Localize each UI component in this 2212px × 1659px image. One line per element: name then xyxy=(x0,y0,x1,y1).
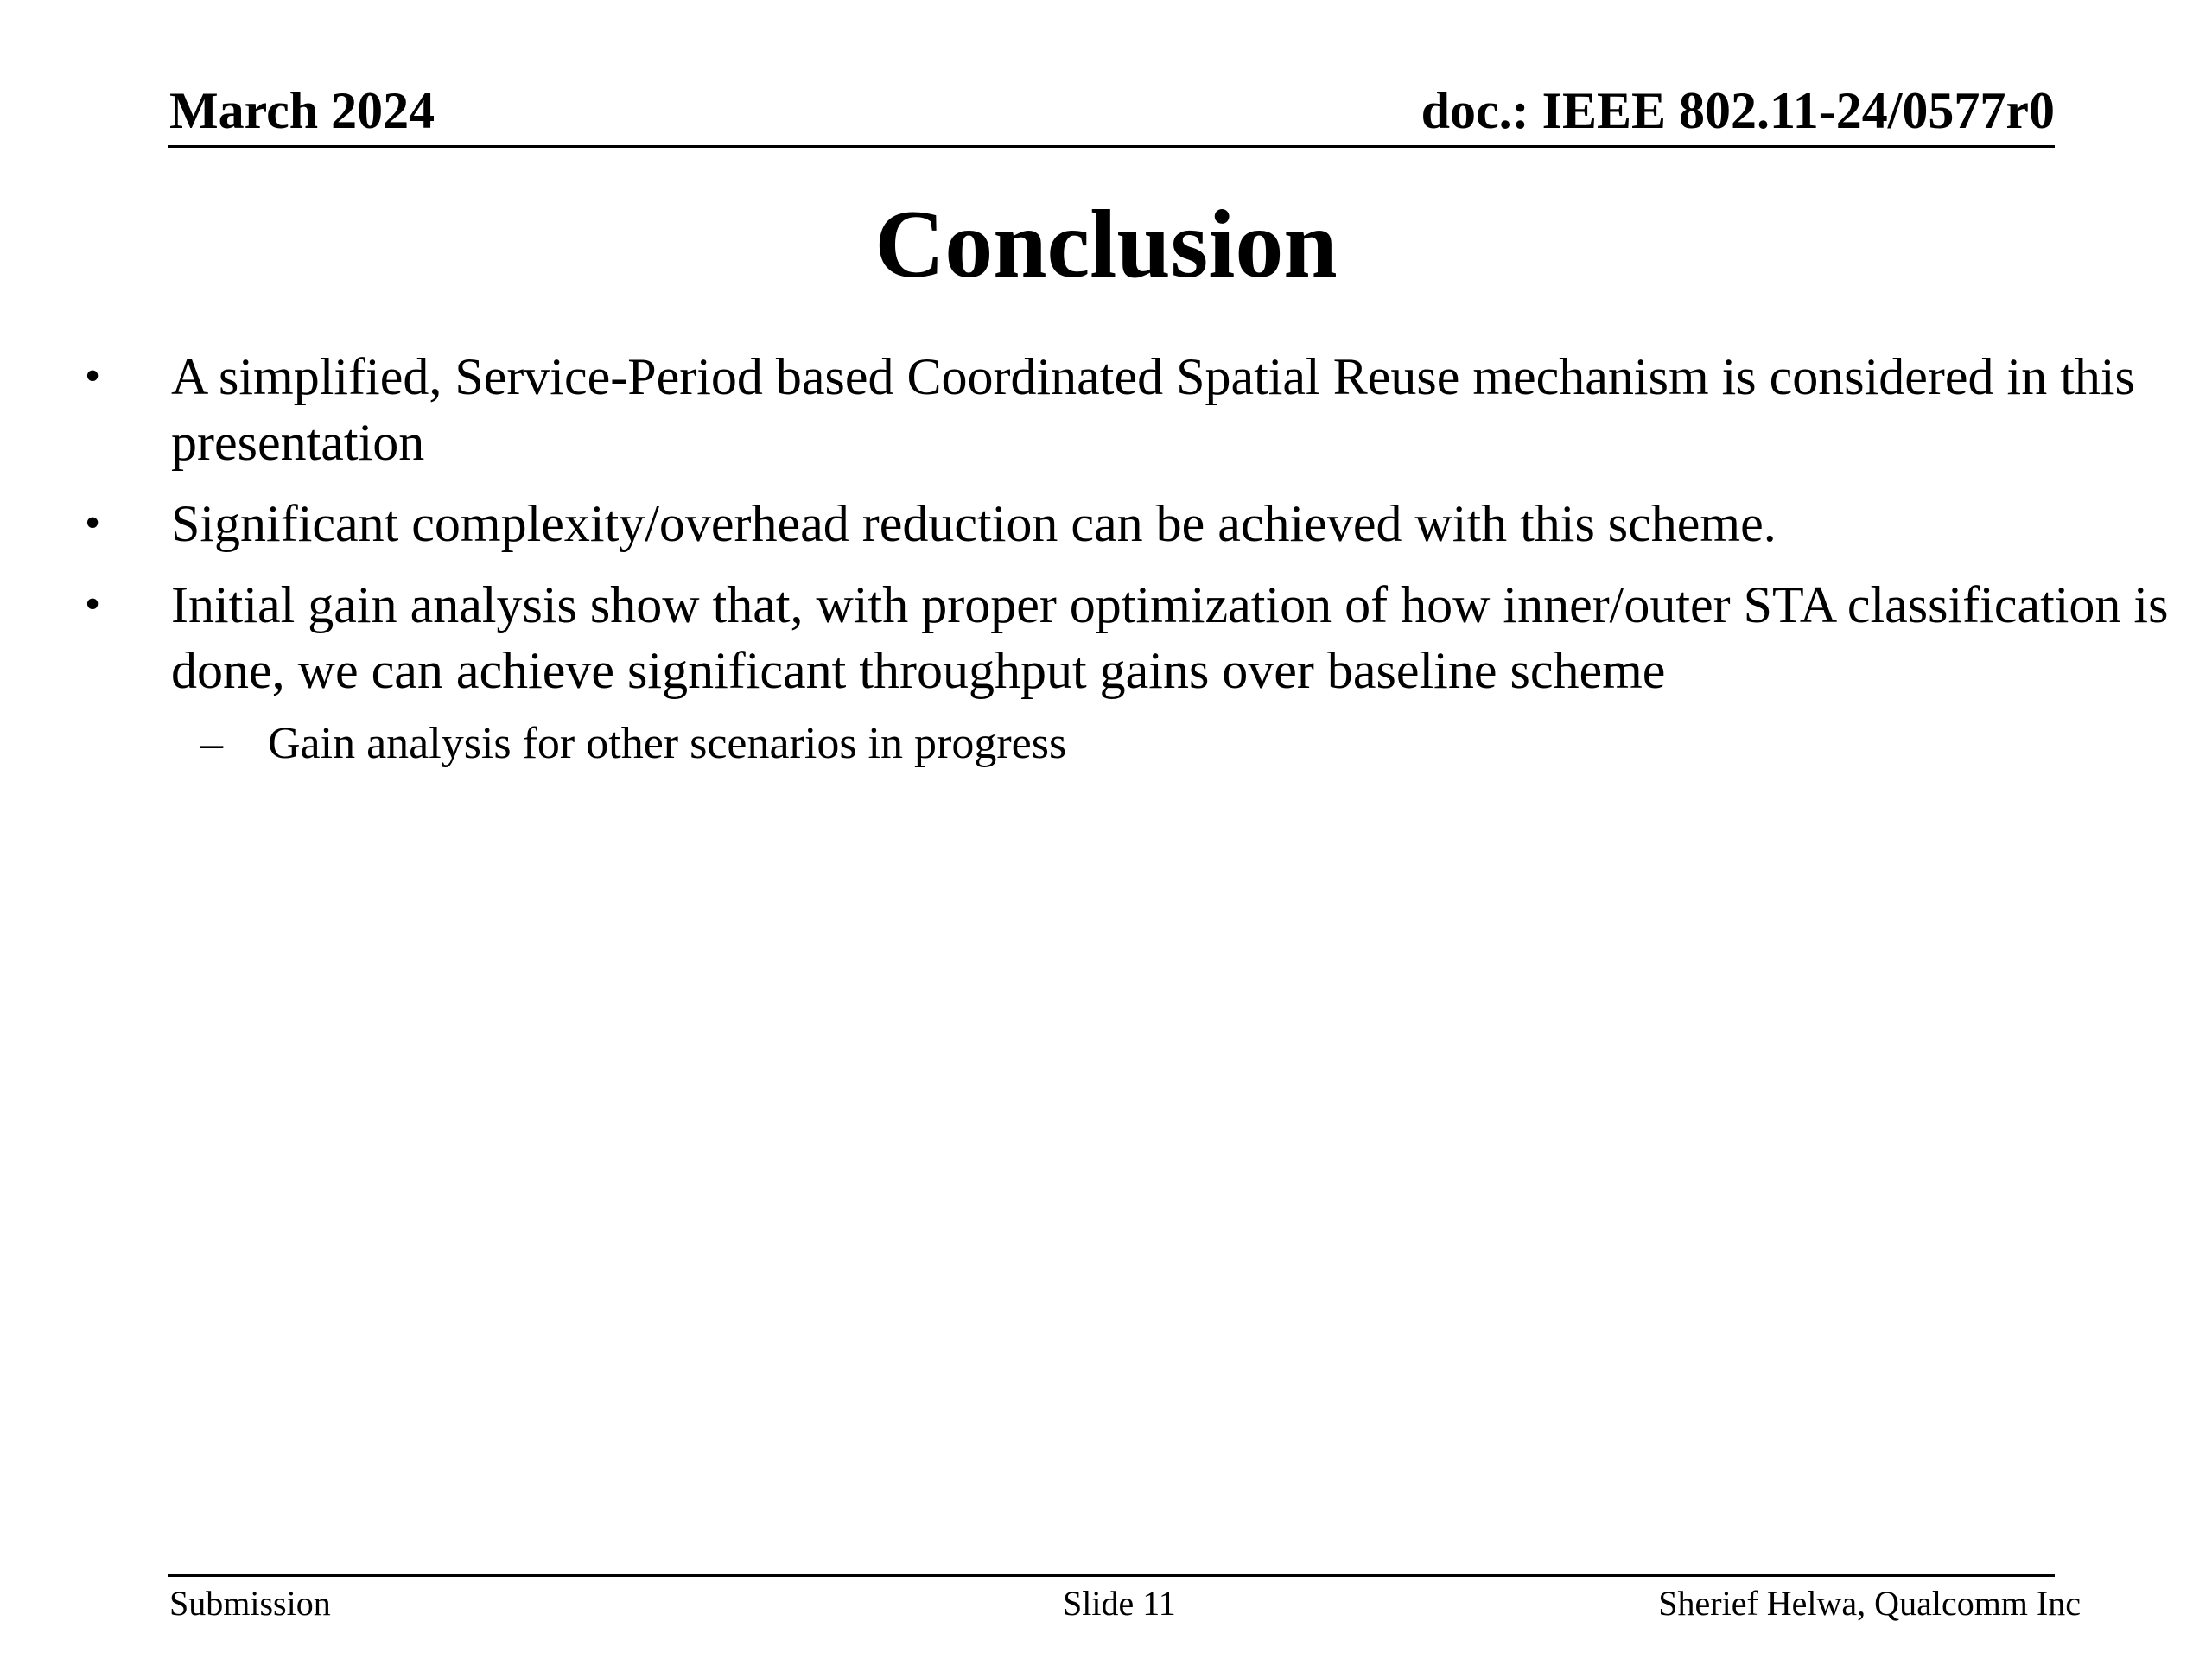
bullet-item xyxy=(85,344,2176,475)
bullet-text: Initial gain analysis show that, with proper optimization of how inner/outer STA classification is done, we can achieve significant throughput gains over baseline scheme xyxy=(171,576,2169,699)
header-doc-id: doc.: IEEE 802.11-24/0577r0 xyxy=(1421,82,2055,139)
footer-divider xyxy=(168,1574,2055,1577)
sub-bullet-item xyxy=(85,715,2176,772)
header-date: March 2024 xyxy=(169,82,435,139)
header-divider xyxy=(168,145,2055,148)
bullet-marker: • xyxy=(85,352,101,401)
bullet-marker: • xyxy=(85,580,101,629)
bullet-text: A simplified, Service-Period based Coordinated Spatial Reuse mechanism is considered in this presentation xyxy=(171,348,2135,471)
bullet-item xyxy=(85,572,2176,703)
footer-slide-number: Slide 11 xyxy=(1063,1584,1176,1623)
footer-submission: Submission xyxy=(169,1584,331,1623)
bullet-item xyxy=(85,491,2176,556)
footer-author: Sherief Helwa, Qualcomm Inc xyxy=(1658,1584,2081,1623)
sub-bullet-text: Gain analysis for other scenarios in progress xyxy=(268,719,1067,768)
bullet-text: Significant complexity/overhead reduction can be achieved with this scheme. xyxy=(171,495,1777,552)
slide-title: Conclusion xyxy=(874,191,1338,298)
bullet-marker: • xyxy=(85,499,101,548)
bullet-list xyxy=(85,344,2176,772)
sub-bullet-marker: – xyxy=(200,719,223,768)
